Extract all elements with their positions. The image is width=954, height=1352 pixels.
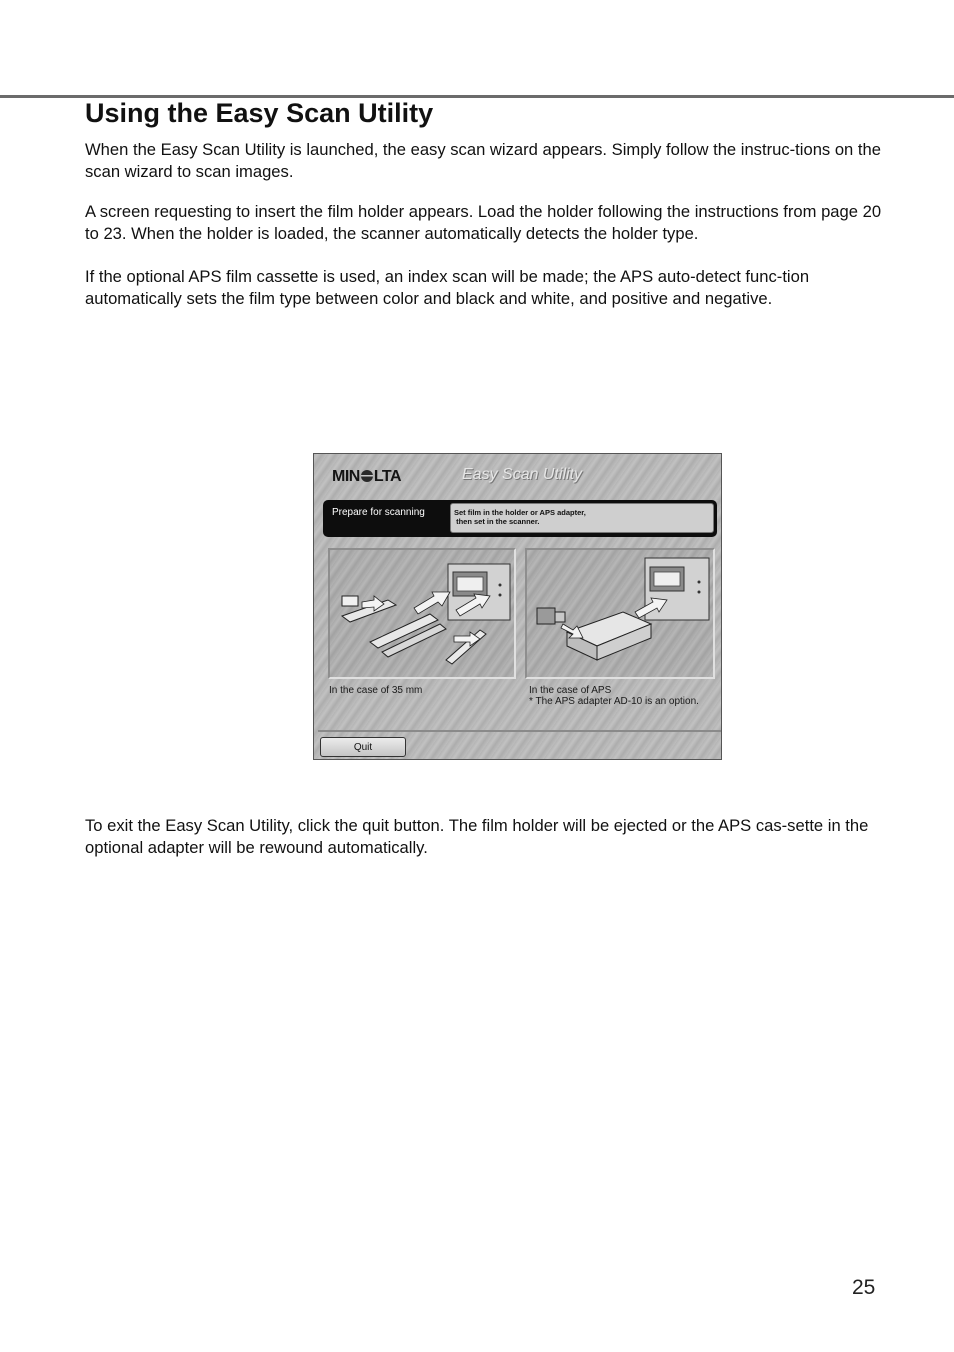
banner-message: Set film in the holder or APS adapter, then set in the scanner. — [450, 503, 714, 533]
caption-35mm: In the case of 35 mm — [329, 685, 423, 696]
aps-adapter-illustration-icon — [527, 550, 713, 677]
banner-label: Prepare for scanning — [332, 507, 425, 518]
panel-35mm — [328, 548, 516, 679]
caption-aps-title: In the case of APS — [529, 685, 612, 696]
caption-aps — [529, 685, 699, 707]
page-title: Using the Easy Scan Utility — [85, 98, 434, 128]
aps-paragraph: If the optional APS film cassette is used, an index scan will be made; the APS auto-detect func-tion automatically sets the film type between color and black and white, and positive and negative. — [85, 267, 810, 308]
bottom-divider — [318, 730, 721, 732]
minolta-logo: MIN LTA — [332, 468, 402, 485]
quit-button[interactable]: Quit — [320, 737, 406, 757]
intro-paragraph: When the Easy Scan Utility is launched, the easy scan wizard appears. Simply follow the instruc-tions on the scan wizard to scan images. — [85, 140, 881, 181]
caption-aps-note: * The APS adapter AD-10 is an option. — [529, 696, 699, 707]
35mm-holder-illustration-icon — [330, 550, 514, 677]
exit-paragraph: To exit the Easy Scan Utility, click the quit button. The film holder will be ejected or the APS cas-sette in the optional adapter will be rewound automatically. — [85, 816, 869, 857]
instruction-banner — [323, 500, 717, 537]
holder-paragraph: A screen requesting to insert the film holder appears. Load the holder following the instructions from page 20 to 23. When the holder is loaded, the scanner automatically detects the holder type. — [85, 202, 882, 243]
app-title: Easy Scan Utility — [462, 466, 583, 483]
panel-aps — [525, 548, 715, 679]
easy-scan-screenshot — [313, 453, 722, 760]
page-number: 25 — [852, 1276, 876, 1299]
